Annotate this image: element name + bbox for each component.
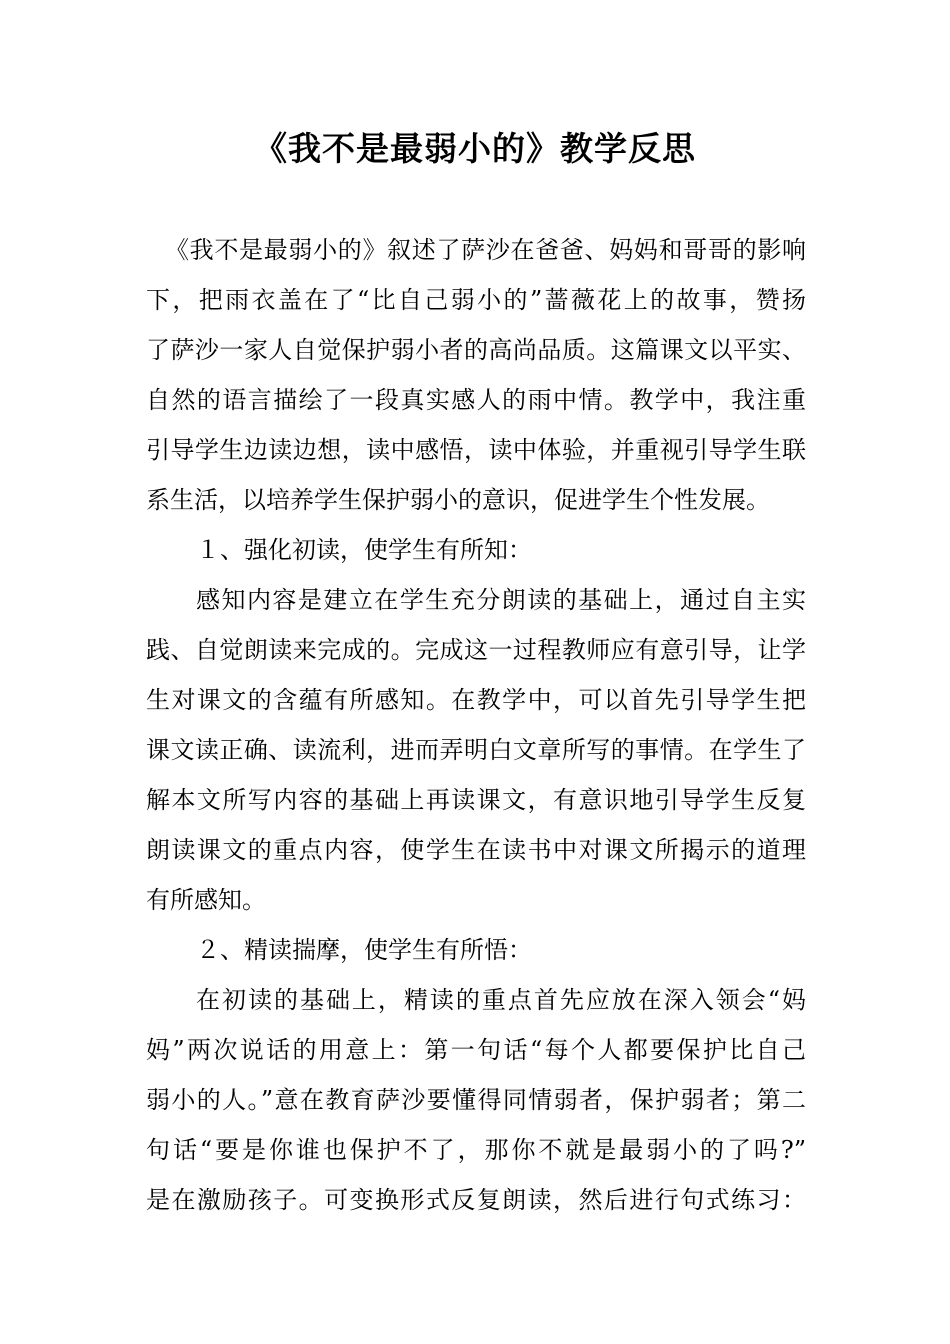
paragraph-line: 践、自觉朗读来完成的。完成这一过程教师应有意引导，让学: [146, 636, 806, 664]
paragraph-line: 是在激励孩子。可变换形式反复朗读，然后进行句式练习：: [146, 1186, 806, 1214]
paragraph-line: 引导学生边读边想，读中感悟，读中体验，并重视引导学生联: [146, 436, 806, 464]
paragraph-line: 自然的语言描绘了一段真实感人的雨中情。教学中，我注重: [146, 386, 806, 414]
paragraph-line: 感知内容是建立在学生充分朗读的基础上，通过自主实: [196, 586, 806, 614]
paragraph-line: 课文读正确、读流利，进而弄明白文章所写的事情。在学生了: [146, 736, 806, 764]
document-title: 《我不是最弱小的》教学反思: [254, 129, 696, 168]
paragraph-line: 句话“要是你谁也保护不了，那你不就是最弱小的了吗?”: [146, 1136, 806, 1164]
section-heading: １、强化初读，使学生有所知：: [196, 536, 532, 564]
paragraph-line: 生对课文的含蕴有所感知。在教学中，可以首先引导学生把: [146, 686, 806, 714]
paragraph-line: 妈”两次说话的用意上：第一句话“每个人都要保护比自己: [146, 1036, 806, 1064]
section-heading: ２、精读揣摩，使学生有所悟：: [196, 936, 532, 964]
paragraph-line: 有所感知。: [146, 886, 266, 914]
paragraph-line: 朗读课文的重点内容，使学生在读书中对课文所揭示的道理: [146, 836, 806, 864]
paragraph-line: 了萨沙一家人自觉保护弱小者的高尚品质。这篇课文以平实、: [146, 336, 806, 364]
paragraph-line: 《我不是最弱小的》叙述了萨沙在爸爸、妈妈和哥哥的影响: [165, 236, 806, 264]
paragraph-line: 在初读的基础上，精读的重点首先应放在深入领会“妈: [196, 986, 806, 1014]
paragraph-line: 系生活，以培养学生保护弱小的意识，促进学生个性发展。: [146, 486, 770, 514]
paragraph-line: 解本文所写内容的基础上再读课文，有意识地引导学生反复: [146, 786, 806, 814]
paragraph-line: 弱小的人。”意在教育萨沙要懂得同情弱者，保护弱者；第二: [146, 1086, 806, 1114]
paragraph-line: 下，把雨衣盖在了“比自己弱小的”蔷薇花上的故事，赞扬: [146, 286, 806, 314]
